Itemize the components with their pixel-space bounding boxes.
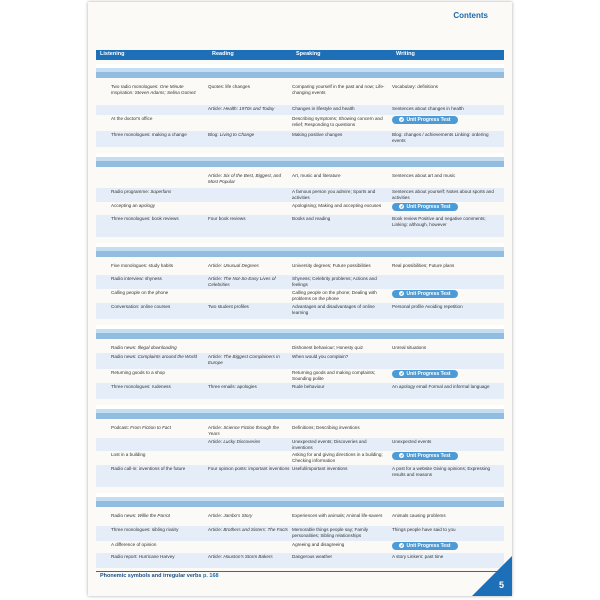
check-icon: ✔ <box>400 117 404 122</box>
listening-cell <box>111 513 206 519</box>
cell-text: Article: <box>208 354 224 359</box>
cell-text: Unexpected events <box>392 439 432 444</box>
reading-cell <box>208 276 290 287</box>
table-row <box>96 344 504 353</box>
reading-cell <box>208 527 290 533</box>
table-row <box>96 172 504 188</box>
cell-text: Illegal downloading <box>137 345 177 350</box>
table-row <box>96 383 504 399</box>
cell-text: Returning goods and making complaints; Sounding polite <box>292 370 376 381</box>
cell-text: Science Fiction through the Years <box>208 425 279 436</box>
column-header-bar <box>96 50 504 60</box>
table-row <box>96 438 504 451</box>
cell-text: Definitions; Describing inventions <box>292 425 360 430</box>
cell-text: Dangerous weather <box>292 554 333 559</box>
reading-cell <box>208 354 290 365</box>
cell-text: A post for a website Giving opinions; Expressing results and reasons <box>392 466 491 477</box>
unit-progress-test-badge[interactable] <box>392 203 458 211</box>
reading-cell <box>208 216 290 222</box>
cell-text: Two radio monologues: <box>111 84 160 89</box>
unit-progress-test-label: Unit Progress Test <box>406 291 451 297</box>
unit-band <box>96 493 504 507</box>
cell-text: Houston's Storm Bakers <box>223 554 273 559</box>
cell-text: The Biggest Complainers in Europe <box>208 354 280 365</box>
speaking-cell <box>292 84 388 95</box>
table-row <box>96 512 504 526</box>
table-row <box>96 451 504 465</box>
listening-cell <box>111 466 206 472</box>
cell-text: Two student profiles <box>208 304 249 309</box>
speaking-cell <box>292 542 388 548</box>
writing-cell <box>392 527 496 533</box>
cell-text: Shyness; Celebrity problems; Actions and feelings <box>292 276 377 287</box>
unit-progress-test-badge[interactable] <box>392 452 458 460</box>
cell-text: Willie the Parrot <box>137 513 170 518</box>
cell-text: Article: <box>208 173 224 178</box>
table-row <box>96 541 504 553</box>
cell-text: Jambo's Story <box>223 513 253 518</box>
cell-text: Brothers and Sisters: The Facts <box>223 527 288 532</box>
page-corner-tab <box>472 556 512 596</box>
reading-cell <box>208 132 290 138</box>
check-icon: ✔ <box>400 204 404 209</box>
listening-cell <box>111 203 206 209</box>
writing-cell <box>392 466 496 477</box>
writing-cell <box>392 216 496 227</box>
speaking-cell <box>292 216 388 222</box>
cell-text: From Fiction to Fact <box>130 425 171 430</box>
column-header-reading: Reading <box>212 51 234 57</box>
column-header-speaking: Speaking <box>296 51 321 57</box>
cell-text: Radio programme: <box>111 189 151 194</box>
cell-text: Quotes: life changes <box>208 84 250 89</box>
table-row <box>96 303 504 319</box>
cell-text: Art, music and literature <box>292 173 341 178</box>
cell-text: Accepting an apology <box>111 203 155 208</box>
cell-text: Books and reading <box>292 216 331 221</box>
cell-text: Three monologues: sibling rivalry <box>111 527 179 532</box>
column-header-listening: Listening <box>100 51 125 57</box>
cell-text: Agreeing and disagreeing <box>292 542 345 547</box>
table-row <box>96 115 504 131</box>
cell-text: A famous person you admire; Sports and activities <box>292 189 376 200</box>
writing-cell <box>392 439 496 445</box>
cell-text: Book review Positive and negative comments; Linking: although, however <box>392 216 486 227</box>
cell-text: One Minute Inspiration: Steven Adams; Selina Gomez <box>111 84 196 95</box>
listening-cell <box>111 452 206 458</box>
listening-cell <box>111 132 206 138</box>
cell-text: An apology email Formal and informal language <box>392 384 490 389</box>
cell-text: Lost in a building <box>111 452 146 457</box>
cell-text: A difference of opinion <box>111 542 157 547</box>
listening-cell <box>111 554 206 560</box>
footer-label: Phonemic symbols and irregular verbs <box>100 573 202 579</box>
cell-text: Making positive changes <box>292 132 343 137</box>
cell-text: Calling people on the phone <box>111 290 169 295</box>
unit-progress-test-label: Unit Progress Test <box>406 204 451 210</box>
speaking-cell <box>292 290 388 301</box>
reading-cell <box>208 84 290 90</box>
footer <box>100 573 219 579</box>
page-title: Contents <box>453 11 488 20</box>
listening-cell <box>111 263 206 269</box>
listening-cell <box>111 345 206 351</box>
cell-text: Article: <box>208 527 224 532</box>
cell-text: Asking for and giving directions in a building; Checking information <box>292 452 383 463</box>
cell-text: Six of the Best, Biggest, and Most Popular <box>208 173 282 184</box>
writing-cell <box>392 84 496 90</box>
cell-text: Five monologues: study habits <box>111 263 174 268</box>
unit-progress-test-badge[interactable] <box>392 370 458 378</box>
page-number: 5 <box>498 580 504 590</box>
cell-text: Animals causing problems <box>392 513 446 518</box>
speaking-cell <box>292 425 388 431</box>
cell-text: Superfans <box>150 189 172 194</box>
unit-band <box>96 64 504 78</box>
unit-band <box>96 243 504 257</box>
cell-text: Conversation: online courses <box>111 304 171 309</box>
cell-text: Lucky Discoveries <box>223 439 261 444</box>
table-row <box>96 275 504 289</box>
unit-band <box>96 325 504 339</box>
footer-page-ref[interactable]: p. 168 <box>203 573 219 579</box>
cell-text: Vocabulary: definitions <box>392 84 438 89</box>
speaking-cell <box>292 276 388 287</box>
cell-text: Complaints around the World <box>137 354 198 359</box>
unit-progress-test-label: Unit Progress Test <box>406 117 451 123</box>
reading-cell <box>208 466 290 472</box>
cell-text: Four opinion posts: important inventions <box>208 466 290 471</box>
cell-text: At the doctor's office <box>111 116 153 121</box>
speaking-cell <box>292 513 388 519</box>
writing-cell <box>392 173 496 179</box>
table-row <box>96 424 504 438</box>
writing-cell <box>392 384 496 390</box>
reading-cell <box>208 173 290 184</box>
cell-text: Blog: changes / achievements Linking: ordering events <box>392 132 489 143</box>
unit-progress-test-label: Unit Progress Test <box>406 543 451 549</box>
speaking-cell <box>292 370 388 381</box>
writing-cell <box>392 132 496 143</box>
cell-text: Article: <box>208 276 224 281</box>
contents-table <box>96 62 504 568</box>
listening-cell <box>111 304 206 310</box>
reading-cell <box>208 513 290 519</box>
listening-cell <box>111 527 206 533</box>
speaking-cell <box>292 554 388 560</box>
table-row <box>96 188 504 202</box>
cell-text: Radio news: <box>111 513 138 518</box>
speaking-cell <box>292 173 388 179</box>
cell-text: Sentences about art and music <box>392 173 456 178</box>
table-row <box>96 289 504 303</box>
cell-text: Memorable things people say; Family personalities; Sibling relationships <box>292 527 369 538</box>
cell-text: Article: <box>208 439 224 444</box>
table-row <box>96 215 504 237</box>
listening-cell <box>111 84 206 95</box>
check-icon: ✔ <box>400 371 404 376</box>
cell-text: Rude behaviour <box>292 384 325 389</box>
cell-text: Three monologues: rudeness <box>111 384 171 389</box>
cell-text: Article: <box>208 263 224 268</box>
speaking-cell <box>292 203 388 209</box>
listening-cell <box>111 384 206 390</box>
cell-text: Experiences with animals; Animal life-savers <box>292 513 383 518</box>
writing-cell <box>392 106 496 112</box>
table-row <box>96 353 504 369</box>
speaking-cell <box>292 106 388 112</box>
table-row <box>96 369 504 383</box>
cell-text: Radio news: <box>111 345 138 350</box>
reading-cell <box>208 384 290 390</box>
listening-cell <box>111 354 206 360</box>
listening-cell <box>111 216 206 222</box>
cell-text: Four book reviews <box>208 216 246 221</box>
listening-cell <box>111 116 206 122</box>
speaking-cell <box>292 345 388 351</box>
writing-cell <box>392 345 496 351</box>
listening-cell <box>111 542 206 548</box>
cell-text: Unusual Degrees <box>223 263 259 268</box>
table-row <box>96 83 504 105</box>
cell-text: Apologising; Making and accepting excuses <box>292 203 382 208</box>
cell-text: Podcast: <box>111 425 131 430</box>
listening-cell <box>111 370 206 376</box>
cell-text: Three monologues: book reviews <box>111 216 179 221</box>
cell-text: Article: <box>208 554 224 559</box>
unit-band <box>96 153 504 167</box>
cell-text: Advantages and disadvantages of online learning <box>292 304 375 315</box>
listening-cell <box>111 276 206 282</box>
unit-progress-test-badge[interactable] <box>392 290 458 298</box>
listening-cell <box>111 189 206 195</box>
speaking-cell <box>292 466 388 472</box>
cell-text: Three emails: apologies <box>208 384 257 389</box>
unit-progress-test-label: Unit Progress Test <box>406 453 451 459</box>
table-row <box>96 526 504 541</box>
cell-text: Radio call-in: inventions of the future <box>111 466 186 471</box>
cell-text: Returning goods to a shop <box>111 370 165 375</box>
cell-text: Describing symptoms; Showing concern and relief; Responding to questions <box>292 116 383 127</box>
speaking-cell <box>292 116 388 127</box>
reading-cell <box>208 106 290 112</box>
cell-text: Article: <box>208 425 224 430</box>
cell-text: Health: 1970s and Today <box>223 106 275 111</box>
speaking-cell <box>292 439 388 450</box>
cell-text: When would you complain? <box>292 354 349 359</box>
unit-band <box>96 405 504 419</box>
cell-text: Article: <box>208 106 224 111</box>
unit-progress-test-badge[interactable] <box>392 116 458 124</box>
table-row <box>96 262 504 275</box>
check-icon: ✔ <box>400 291 404 296</box>
unit-progress-test-label: Unit Progress Test <box>406 371 451 377</box>
cell-text: Living to Change <box>219 132 255 137</box>
cell-text: Comparing yourself in the past and now; Life-changing events <box>292 84 385 95</box>
unit-progress-test-badge[interactable] <box>392 542 458 550</box>
cell-text: The Not-So-Easy Lives of Celebrities <box>208 276 276 287</box>
cell-text: Changes in lifestyle and health <box>292 106 355 111</box>
speaking-cell <box>292 304 388 315</box>
cell-text: Dishonest behaviour; Honesty quiz <box>292 345 363 350</box>
cell-text: Sentences about changes in health <box>392 106 464 111</box>
speaking-cell <box>292 452 388 463</box>
cell-text: Sentences about yourself; Notes about sports and activities <box>392 189 494 200</box>
speaking-cell <box>292 132 388 138</box>
speaking-cell <box>292 189 388 200</box>
cell-text: Things people have said to you <box>392 527 456 532</box>
column-header-writing: Writing <box>396 51 415 57</box>
speaking-cell <box>292 354 388 360</box>
table-row <box>96 202 504 215</box>
table-row <box>96 105 504 115</box>
cell-text: Calling people on the phone; Dealing with problems on the phone <box>292 290 377 301</box>
cell-text: Personal profile Avoiding repetition <box>392 304 463 309</box>
cell-text: Real possibilities; Future plans <box>392 263 455 268</box>
cell-text: Blog: <box>208 132 220 137</box>
table-row <box>96 465 504 487</box>
cell-text: University degrees; Future possibilities <box>292 263 371 268</box>
cell-text: Radio news: <box>111 354 138 359</box>
reading-cell <box>208 263 290 269</box>
cell-text: Radio interview: shyness <box>111 276 162 281</box>
cell-text: A story Linkers: past time <box>392 554 444 559</box>
listening-cell <box>111 290 206 296</box>
writing-cell <box>392 189 496 200</box>
cell-text: Radio report: Hurricane Harvey <box>111 554 175 559</box>
cell-text: Useful/important inventions <box>292 466 348 471</box>
check-icon: ✔ <box>400 543 404 548</box>
reading-cell <box>208 554 290 560</box>
reading-cell <box>208 304 290 310</box>
footer-rule <box>96 571 504 572</box>
speaking-cell <box>292 384 388 390</box>
check-icon: ✔ <box>400 453 404 458</box>
speaking-cell <box>292 527 388 538</box>
speaking-cell <box>292 263 388 269</box>
cell-text: Article: <box>208 513 224 518</box>
listening-cell <box>111 425 206 431</box>
contents-page <box>88 2 512 596</box>
reading-cell <box>208 439 290 445</box>
cell-text: Unreal situations <box>392 345 427 350</box>
writing-cell <box>392 304 496 310</box>
cell-text: Three monologues: making a change <box>111 132 187 137</box>
cell-text: Unexpected events; Discoveries and inventions <box>292 439 367 450</box>
table-row <box>96 131 504 147</box>
table-row <box>96 553 504 568</box>
writing-cell <box>392 263 496 269</box>
writing-cell <box>392 513 496 519</box>
reading-cell <box>208 425 290 436</box>
